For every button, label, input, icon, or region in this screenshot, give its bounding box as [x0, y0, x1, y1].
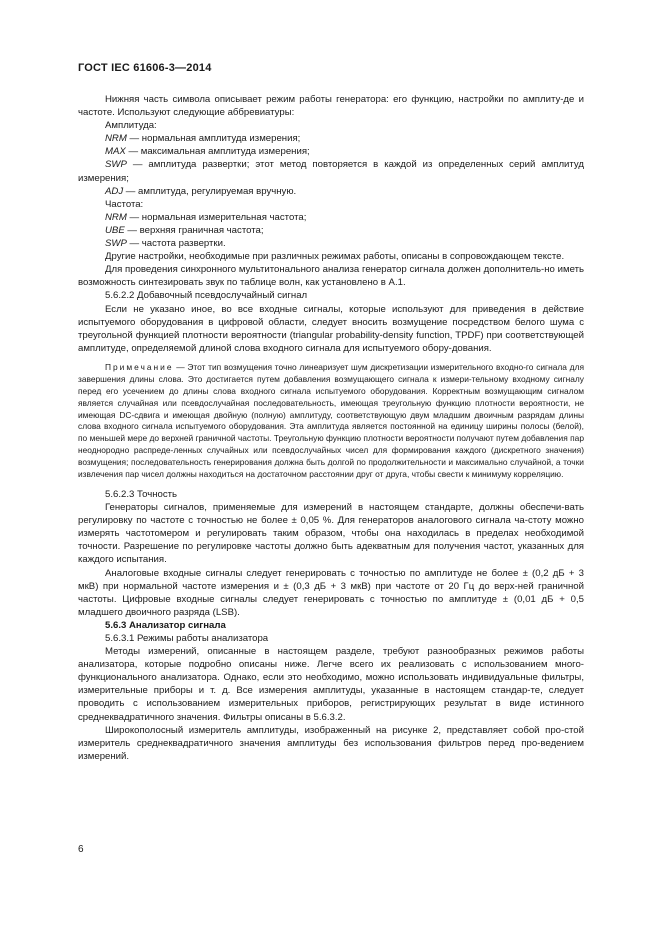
paragraph-wideband-meter: Широкополосный измеритель амплитуды, изображенный на рисунке 2, представляет собой про-стой измеритель среднеквадратичного значения амплитуды без использования фильтров перед про-ведением измерений.: [78, 724, 584, 762]
section-heading-563: 5.6.3 Анализатор сигнала: [105, 619, 226, 631]
note-label: Примечание: [105, 361, 174, 372]
abbr-term: ADJ: [105, 185, 124, 197]
abbr-text: — нормальная амплитуда измерения;: [126, 133, 301, 145]
abbr-term: MAX: [105, 146, 126, 158]
abbr-item: [78, 158, 584, 184]
freq-item: [78, 237, 584, 250]
freq-text: — нормальная измерительная частота;: [126, 211, 307, 223]
freq-term: SWP: [105, 238, 127, 250]
abbr-term: SWP: [105, 159, 127, 171]
freq-text: — частота развертки.: [126, 238, 226, 250]
amplitude-heading: Амплитуда:: [105, 120, 157, 132]
section-heading-5623: 5.6.2.3 Точность: [105, 488, 178, 500]
paragraph-multitone: Для проведения синхронного мультитонального анализа генератор сигнала должен дополнитель-но иметь возможность синтезировать звук по таблице волн, как установлено в А.1.: [78, 264, 584, 289]
paragraph-analyzer-modes: Методы измерений, описанные в настоящем разделе, требуют разнообразных режимов работы анализатора, которые подробно описаны ниже. Легче всего их реализовать с использованием много-функционального анализатора. Однако, если это необходимо, можно использовать индивидуальные фильтры, измерительные приборы и т. д. Все измерения амплитуды, указанные в настоящем стандар-те, следует проводить с использованием измерительных приборов, регистрирующих результат в виде истинного среднеквадратичного значения. Фильтры описаны в 5.6.3.2.: [78, 646, 584, 723]
freq-item: [78, 224, 584, 237]
freq-term: NRM: [105, 211, 127, 223]
page-number: 6: [78, 844, 84, 855]
paragraph-dither: Если не указано иное, во все входные сигналы, которые используют для приведения в действие испытуемого оборудования в цифровой области, следует вносить возмущение посредством белого шума с треугольной функцией плотности вероятности (triangular probability-density function, TPDF) при соответствующей амплитуде, определяемой длиной слова входного сигнала для испытуемого обору-дования.: [78, 303, 584, 354]
abbr-item: [78, 145, 584, 158]
freq-item: [78, 211, 584, 224]
note-text: — Этот тип возмущения точно линеаризует шум дискретизации измерительного входно-го сигнала для завершения длины слова. Это достигается путем добавления возмущающего сигнала к измери-тельному входному сигналу перед его усечением до длины слова входного сигнала испытуемого оборудования. Корректным возмущающим сигналом является случайная или псевдослучайная последовательность, имеющая треугольную функцию плотности вероятности, не имеющая DC-сдвига и имеющая двойную (полную) амплитуду, соответствующую двум младшим двоичным разрядам длины слова входного сигнала испытуемого оборудования. Эта амплитуда является постоянной на единицу ширины полосы (белой), по меньшей мере до верхней граничной частоты. Треугольную функцию плотности вероятности получают путем добавления пар неоднородно распреде-ленных случайных или псевдослучайных чисел для формирования каждого (дискретного значения) возмущения; последовательность генерирования должна быть долгой по продолжительности и максимально случайной, а точки извлечения пар чисел должны находиться на достаточном расстоянии друг от друга, чтобы свести к минимуму корреляцию.: [78, 361, 584, 480]
abbr-term: NRM: [105, 133, 127, 145]
paragraph-other-settings: Другие настройки, необходимые при различных режимах работы, описаны в сопровождающем тексте.: [105, 251, 565, 263]
abbr-item: [78, 185, 584, 198]
abbr-text: — амплитуда, регулируемая вручную.: [123, 185, 297, 197]
paragraph-intro: Нижняя часть символа описывает режим работы генератора: его функцию, настройки по амплиту-де и частоте. Используют следующие аббревиатуры:: [78, 94, 584, 119]
frequency-heading: Частота:: [105, 198, 144, 210]
abbr-text: — амплитуда развертки; этот метод повторяется в каждой из определенных серий амплитуд измерения;: [78, 159, 584, 184]
section-heading-5622: 5.6.2.2 Добавочный псевдослучайный сигнал: [105, 290, 308, 302]
page-content: [78, 93, 584, 763]
abbr-text: — максимальная амплитуда измерения;: [125, 146, 310, 158]
paragraph-accuracy-freq: Генераторы сигналов, применяемые для измерений в настоящем стандарте, должны обеспечи-вать регулировку по частоте с точностью не более ± 0,05 %. Для генераторов аналогового сигнала ча-стоту можно измерять частотомером и регулировать таким образом, чтобы она находилась в пределах необходимой точности. Разрешение по регулировке частоты должно быть адекватным для получения частот, указанных для каждого испытания.: [78, 502, 584, 566]
freq-term: UBE: [105, 224, 125, 236]
freq-text: — верхняя граничная частота;: [124, 224, 264, 236]
document-header: ГОСТ IEC 61606-3—2014: [78, 62, 212, 74]
note-block: [78, 362, 584, 481]
abbr-item: [78, 132, 584, 145]
section-heading-5631: 5.6.3.1 Режимы работы анализатора: [105, 632, 269, 644]
paragraph-accuracy-amp: Аналоговые входные сигналы следует генерировать с точностью по амплитуде не более ± (0,2 дБ + 3 мкВ) при нормальной частоте измерения и ± (0,3 дБ + 3 мкВ) при частоте от 20 Гц до верх-ней граничной частоты. Цифровые входные сигналы следует генерировать с точностью по амплитуде ± (0,01 дБ + 0,5 младшего двоичного разряда (LSB).: [78, 567, 584, 618]
